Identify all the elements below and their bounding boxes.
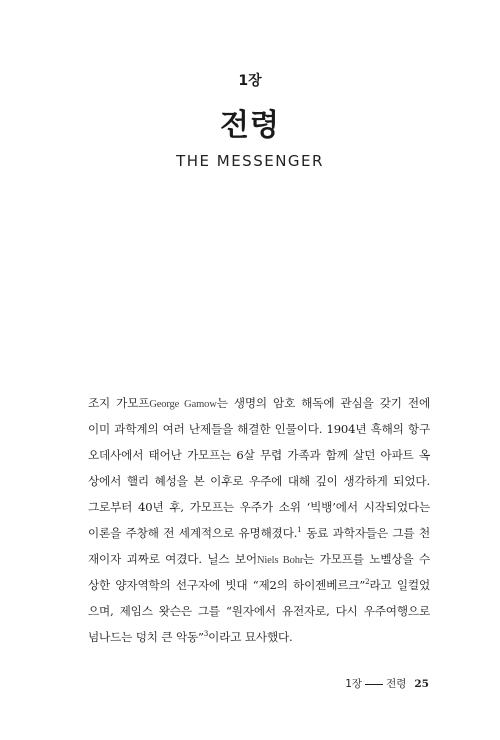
text-line: 오데사에서 태어난 가모프는 6살 무렵 가족과 함께 살던 아파트 옥 (88, 448, 430, 462)
page-number: 25 (414, 678, 429, 690)
footer-chapter-label: 1장 (345, 678, 363, 690)
text-line (88, 520, 430, 546)
footer-chapter-title: 전령 (386, 678, 407, 690)
text-segment: 동료 과학자들은 그를 천 (301, 526, 430, 540)
footer-rule (365, 684, 383, 685)
text-line: 이미 과학계의 여러 난제들을 해결한 인물이다. 1904년 흑해의 항구 (88, 422, 430, 436)
footnote-marker: 2 (365, 578, 370, 586)
latin-name: Niels Bohr (256, 555, 304, 566)
text-segment: 는 생명의 암호 해독에 관심을 갖기 전에 (216, 396, 430, 410)
chapter-number: 1장 (238, 73, 262, 89)
body-paragraph (88, 390, 430, 650)
running-footer (345, 676, 429, 691)
text-line (88, 390, 430, 416)
footnote-marker: 3 (203, 630, 209, 638)
text-segment: 라고 일컬었 (369, 578, 430, 592)
text-line: 상에서 핼리 혜성을 본 이후로 우주에 대해 깊이 생각하게 되었다. (88, 474, 430, 488)
text-segment: 넘나드는 덩치 큰 악동” (88, 630, 204, 644)
chapter-title: 전령 (220, 108, 280, 143)
text-line (88, 546, 430, 572)
text-segment: 재이자 괴짜로 여겼다. 닐스 보어 (88, 552, 257, 566)
text-line: 그로부터 40년 후, 가모프는 우주가 소위 ‘빅뱅’에서 시작되었다는 (88, 500, 430, 514)
text-line (88, 572, 430, 598)
text-segment: 이라고 묘사했다. (208, 630, 293, 644)
text-line (88, 624, 430, 650)
text-line: 으며, 제임스 왓슨은 그를 “원자에서 유전자로, 다시 우주여행으로 (88, 604, 430, 618)
text-segment: 이론을 주창해 전 세계적으로 유명해졌다. (88, 526, 298, 540)
footnote-marker: 1 (297, 526, 302, 534)
chapter-subtitle: THE MESSENGER (176, 152, 324, 170)
text-segment: 상한 양자역학의 선구자에 빗대 “제2의 하이젠베르크” (88, 578, 366, 592)
latin-name: George Gamow (149, 399, 217, 410)
text-segment: 는 가모프를 노벨상을 수 (303, 552, 430, 566)
text-segment: 조지 가모프 (88, 396, 150, 410)
